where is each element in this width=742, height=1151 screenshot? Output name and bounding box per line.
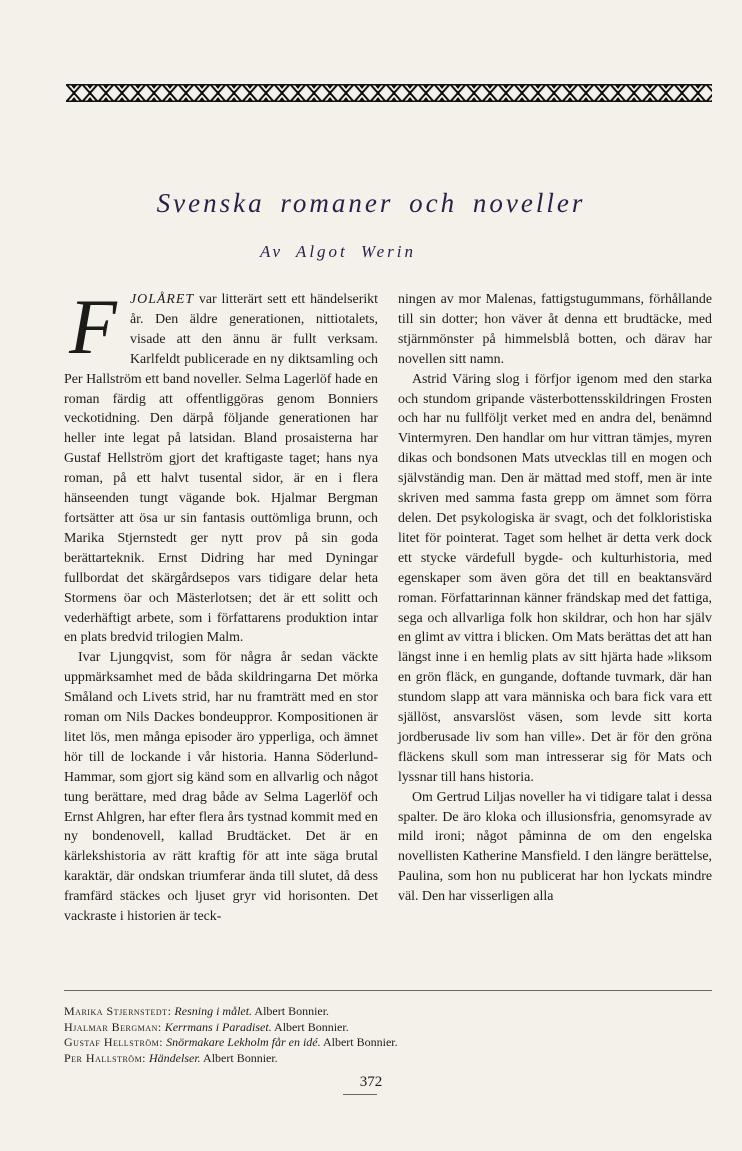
right-column: [398, 290, 712, 907]
page-number: 372: [359, 1074, 383, 1090]
book-references: [64, 1004, 712, 1067]
paragraph-text: var litterärt sett ett händelserikt år. Den äldre generationen, nittiotalets, visade att den ännu är fullt verksam. Karlfeldt publicerade en ny diktsamling och Per Hallström ett band noveller. Selma Lagerlöf hade en roman färdig att offentliggöras genom Bonniers veckotidning. Den därpå följande generationen har heller inte legat på latsidan. Bland prosaisterna har Gustaf Hellström gjort det kraftigaste taget; hans nya roman, på ett halvt tusental sidor, är en i flera hänseenden tungt vägande bok. Hjalmar Bergman fortsätter att ösa ur sin fantasis outtömliga brunn, och Marika Stjernstedt ger nytt prov på sin goda berättarteknik. Ernst Didring har med Dyningar fullbordat det skärgårdsepos vars tidigare delar heta Stormens öar och Mästerlotsen; det är ett solitt och vederhäftigt arbete, som i författarens produktion intar en plats bredvid trilogien Malm.: [64, 292, 378, 646]
reference-author: Hjalmar Bergman:: [64, 1019, 162, 1034]
article-author: Av Algot Werin: [260, 242, 416, 261]
reference-publisher: Albert Bonnier.: [203, 1051, 278, 1066]
reference-author: Marika Stjernstedt:: [64, 1004, 172, 1018]
decorative-border: [66, 84, 712, 102]
paragraph: Om Gertrud Liljas noveller ha vi tidigare talat i dessa spalter. De äro kloka och illusionsfria, genomsyrade av mild ironi; något påminna de om den engelska novellisten Katherine Mansfield. I den längre berättelse, Paulina, som hon nu publicerat har hon lyckats mindre väl. Den har visserligen alla: [398, 789, 712, 905]
reference-line: [64, 1035, 712, 1051]
reference-author: Gustaf Hellström:: [64, 1035, 164, 1050]
paragraph: ningen av mor Malenas, fattigstugummans, förhållande till sin dotter; hon väver åt denna ett brudtäcke, med stjärnmönster på himmelsblå botten, och därav har novellen sitt namn.: [398, 292, 712, 367]
reference-title: Resning i målet.: [174, 1004, 253, 1018]
reference-line: [64, 1004, 712, 1020]
reference-line: [64, 1051, 712, 1067]
footnote-divider: [64, 990, 712, 991]
reference-title: Snörmakare Lekholm får en idé.: [166, 1035, 321, 1050]
article-title: Svenska romaner och noveller: [156, 188, 586, 218]
ornament-pattern-icon: [66, 84, 712, 102]
paragraph: [64, 283, 378, 648]
drop-cap: F: [69, 283, 117, 370]
opening-word: JOLÅRET: [130, 292, 195, 307]
reference-title: Kerrmans i Paradiset.: [164, 1019, 272, 1034]
paragraph: Ivar Ljungqvist, som för några år sedan väckte uppmärksamhet med de båda skildringarna Det mörka Småland och Livets strid, har nu framträtt med en stor roman om Nils Dackes bondeuppror. Kompositionen är litet lös, men många episoder äro ypperliga, och ämnet hör till de lockande i vår historia. Hanna Söderlund-Hammar, som gjort sig känd som en allvarlig och något tung berättare, med drag både av Selma Lagerlöf och Ernst Ahlgren, har efter flera års tystnad kommit med en ny bondenovell, kallad Brudtäcket. Det är en kärlekshistoria av rätt kraftig för att inte säga brutal karaktär, där ondskan triumferar ända till slutet, då dess framfärd stäckes och ljuset gryr vid horisonten. Det vackraste i historien är teck-: [64, 650, 378, 925]
reference-author: Per Hallström:: [64, 1051, 147, 1066]
left-column: [64, 283, 378, 927]
reference-publisher: Albert Bonnier.: [274, 1019, 349, 1034]
reference-publisher: Albert Bonnier.: [322, 1035, 398, 1050]
reference-line: [64, 1020, 712, 1036]
reference-title: Händelser.: [149, 1051, 201, 1066]
page-number-underline: [343, 1094, 377, 1095]
paragraph: Astrid Väring slog i förfjor igenom med den starka och stundom gripande västerbottensskildringen Frosten och har nu fullföljt verket med en andra del, benämnd Vintermyren. Den handlar om hur vittran tämjes, myren dikas och bondsonen Mats utvecklas till en mogen och självständig man. Den är mättad med stoff, men är inte skriven med samma fasta grepp om ämnet som förra delen. Det psykologiska är svagt, och det folkloristiska litet för pointerat. Taget som helhet är detta verk dock ett stycke värdefull bygde- och kulturhistoria, med egenskaper som även göra det till en beaktansvärd roman. Författarinnan känner frändskap med det fattiga, sega och allvarliga folk hon skildrar, och hon har själv en glimt av vittra i blicken. Om Mats berättas det att han längst inne i en hemlig plats av sitt hjärta hade »liksom en grön fläck, en gungande, doftande tuvmark, där han stundom slapp att vara människa och bara fick vara ett själlöst, ansvarslöst väsen, som levde sitt korta jordberusade liv som han ville». Det är för den gröna fläckens skull som man intresserar sig för Mats och lyssnar till hans historia.: [398, 371, 712, 785]
reference-publisher: Albert Bonnier.: [254, 1004, 330, 1018]
